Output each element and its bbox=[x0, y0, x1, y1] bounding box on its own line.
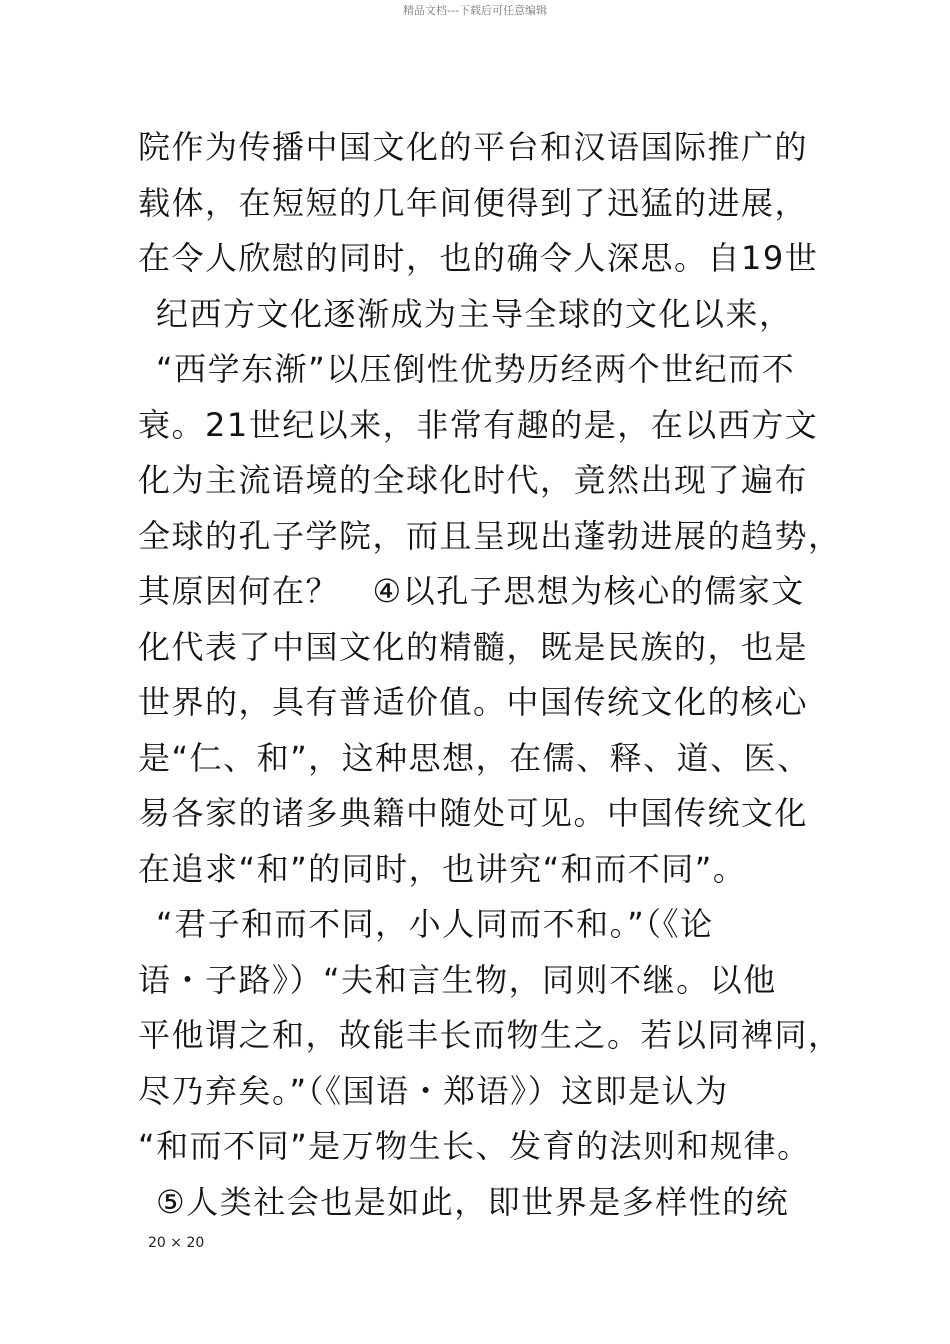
text-line: ⑤人类社会也是如此，即世界是多样性的统 bbox=[156, 1182, 790, 1221]
text-line: 化为主流语境的全球化时代，竟然出现了遍布 bbox=[138, 461, 809, 499]
text-line: 易各家的诸多典籍中随处可见。中国传统文化 bbox=[138, 794, 809, 832]
text-line: “君子和而不同，小人同而不和。”（《论 bbox=[156, 905, 714, 943]
body-text bbox=[138, 126, 842, 1236]
text-line: 化代表了中国文化的精髓，既是民族的，也是 bbox=[138, 627, 809, 666]
text-line: 全球的孔子学院，而且呈现出蓬勃进展的趋势， bbox=[138, 516, 842, 555]
text-line: 平他谓之和，故能丰长而物生之。若以同裨同， bbox=[138, 1016, 842, 1054]
text-line: 院作为传播中国文化的平台和汉语国际推广的 bbox=[138, 128, 809, 166]
text-line: 世界的，具有普适价值。中国传统文化的核心 bbox=[138, 683, 809, 721]
text-line: 其原因何在？ ④以孔子思想为核心的儒家文 bbox=[138, 572, 805, 610]
text-line: 语・子路》）“夫和言生物，同则不继。以他 bbox=[138, 960, 777, 999]
text-line: 尽乃弃矣。”（《国语・郑语》）这即是认为 bbox=[138, 1071, 729, 1110]
text-line: “和而不同”是万物生长、发育的法则和规律。 bbox=[138, 1127, 811, 1165]
text-line: 载体，在短短的几年间便得到了迅猛的进展， bbox=[138, 183, 809, 222]
text-line: 在追求“和”的同时，也讲究“和而不同”。 bbox=[138, 849, 747, 888]
grid-size-label: 20 × 20 bbox=[148, 1235, 205, 1251]
text-line: 纪西方文化逐渐成为主导全球的文化以来， bbox=[156, 294, 793, 333]
text-line: 是“仁、和”，这种思想，在儒、释、道、医、 bbox=[138, 738, 811, 777]
page-header: 精品文档---下载后可任意编辑 bbox=[403, 4, 547, 17]
text-line: 衰。21世纪以来，非常有趣的是，在以西方文 bbox=[138, 405, 819, 444]
text-line: “西学东渐”以压倒性优势历经两个世纪而不 bbox=[156, 350, 796, 388]
text-line: 在令人欣慰的同时，也的确令人深思。自19世 bbox=[138, 239, 819, 277]
